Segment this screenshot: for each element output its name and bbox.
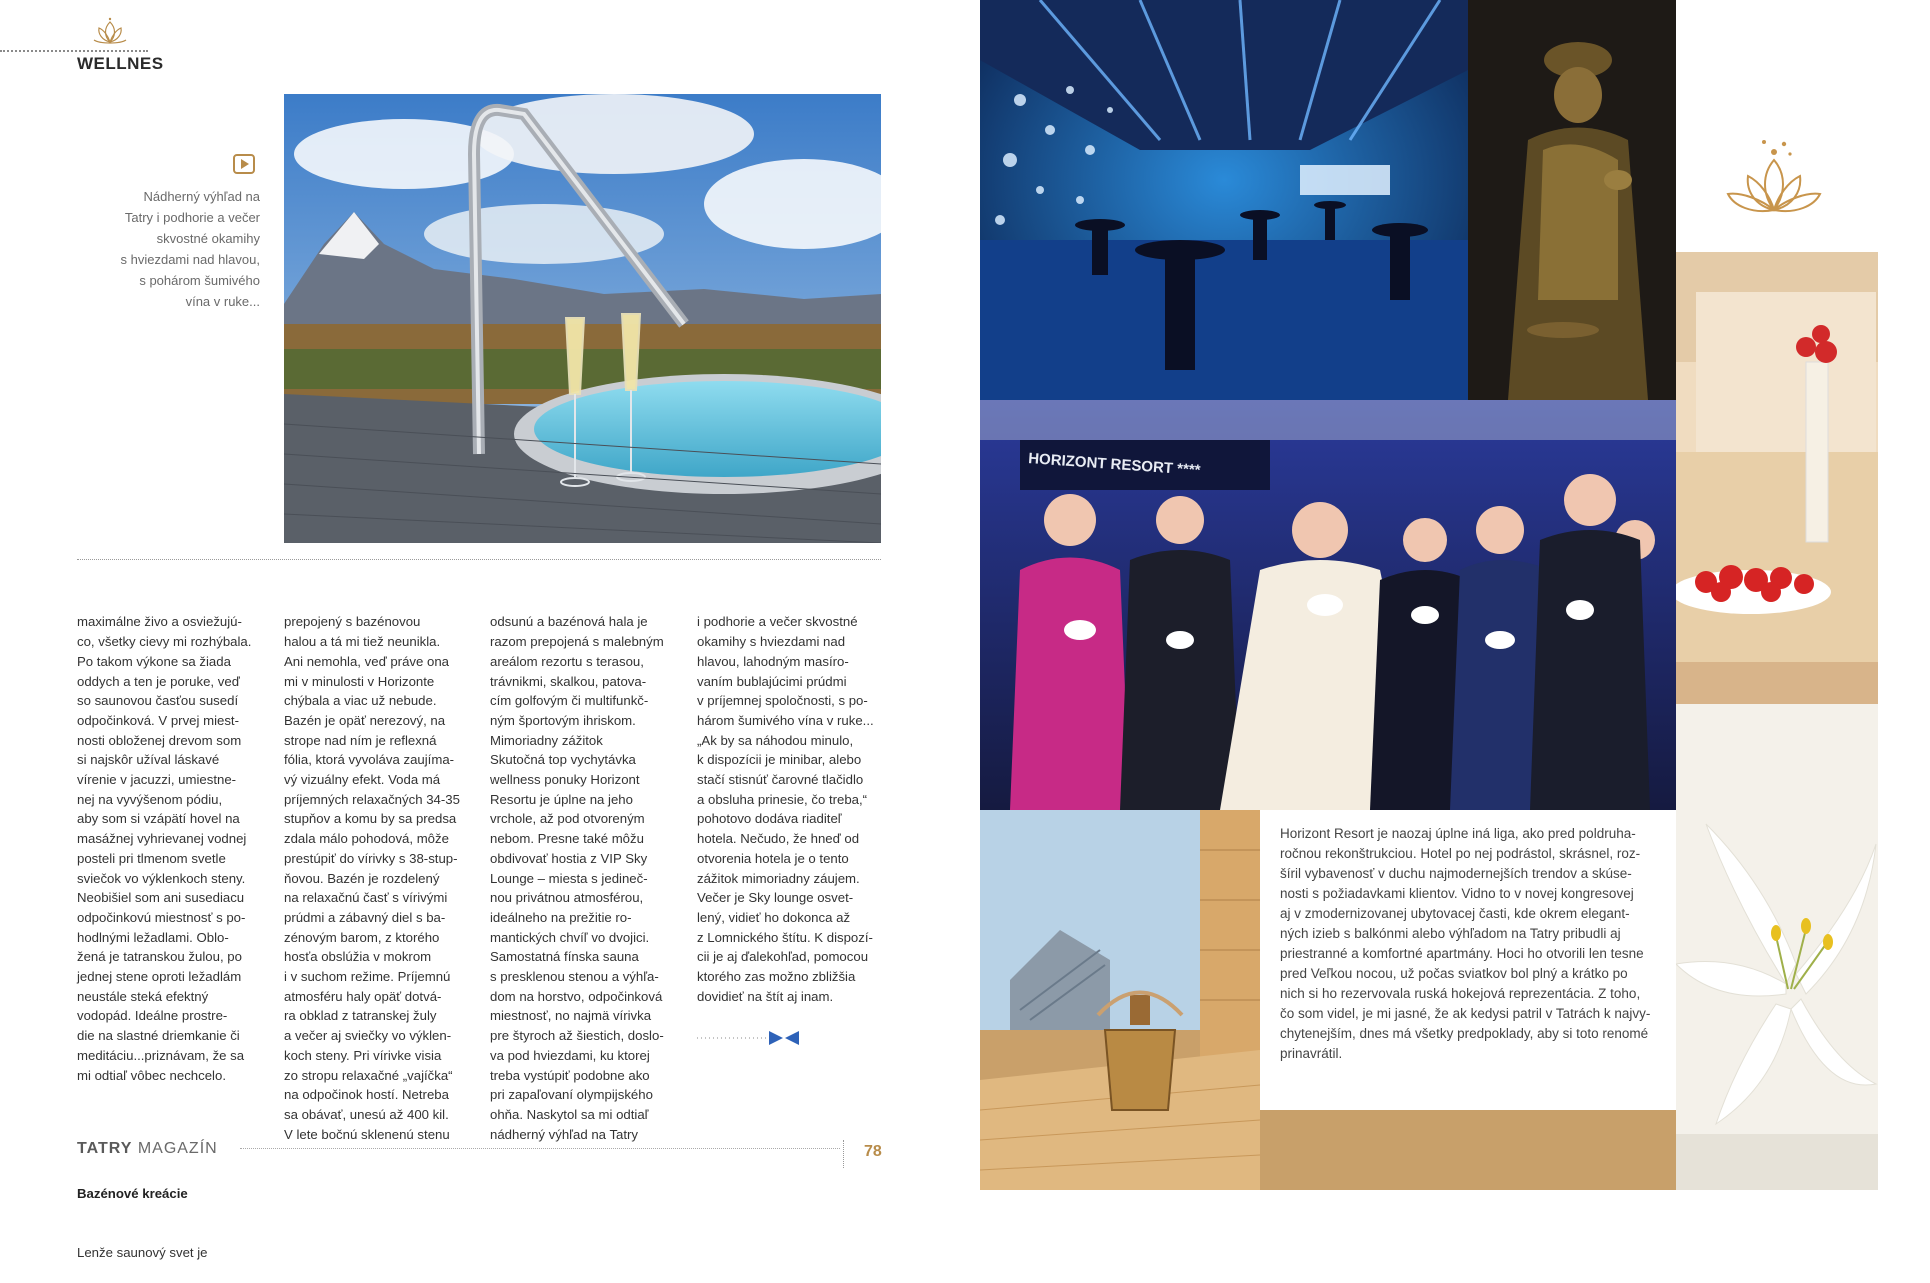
opening-ceremony-photo bbox=[980, 400, 1676, 810]
magazine-brand bbox=[77, 1140, 218, 1158]
gold-block bbox=[1260, 1110, 1676, 1190]
photo-sign-text: HORIZONT RESORT **** bbox=[1027, 450, 1202, 480]
section-header-rule bbox=[0, 50, 148, 52]
caption-line: Nádherný výhľad na bbox=[143, 189, 260, 204]
subheading-continuation: Lenže saunový svet je bbox=[77, 1245, 208, 1261]
resort-info-text bbox=[1280, 824, 1654, 1064]
footer-rule bbox=[240, 1148, 840, 1149]
lotus-icon bbox=[1718, 134, 1830, 224]
column-2-text: prepojený s bazénovou halou a tá mi tiež neunikla. Ani nemohla, veď práve ona mi v minulosti v Horizonte chýbala a viac už nebude. Bazén je opäť nerezový, na strope nad ním je reflexná fólia, ktorá vyvoláva zaujíma- vý vizuálny efekt. Voda má príjemných relaxačných 34-35 stupňov a komu by sa predsa zdala málo pohodová, môže prestúpiť do vírivky s 38-stup- ňovou. Bazén je rozdelený na relaxačnú časť s vírivými prúdmi a zábavný diel s ba- zénovým barom, z ktorého hosťa obslúžia v mokrom i v suchom režime. Príjemnú atmosféru haly opäť dotvá- ra obklad z tatranskej žuly a večer aj sviečky vo výklen- koch steny. Pri vírivke visia zo stropu relaxačné „vajíčka“ na odpočinok hostí. Netreba sa obávať, unesú až 400 kil. V lete bočnú sklenenú stenu bbox=[284, 614, 460, 1142]
lotus-logo-icon bbox=[90, 16, 130, 48]
caption-line: skvostné okamihy bbox=[156, 231, 260, 246]
text-column-1 bbox=[77, 573, 260, 1283]
page-number: 78 bbox=[864, 1143, 882, 1160]
brand-light: MAGAZÍN bbox=[137, 1140, 218, 1157]
text-column-2 bbox=[284, 573, 467, 1164]
caption-line: s pohárom šumivého bbox=[139, 273, 260, 288]
column-3-text: odsunú a bazénová hala je razom prepojená s malebným areálom rezortu s terasou, trávnikmi, skalkou, patova- cím golfovým či multifunkč- ným športovým ihriskom. Mimoriadny zážitok Skutočná top vychytávka wellness ponuky Horizont Resortu je úplne na jeho vrchole, až pod otvoreným nebom. Presne také môžu obdivovať hostia z VIP Sky Lounge – miesta s jedineč- nou privátnou atmosférou, ideálneho na prežitie ro- mantických chvíľ vo dvojici. Samostatná fínska sauna s presklenou stenou a výhľa- dom na horstvo, odpočinková miestnosť, no najmä vírivka pre štyroch až šiestich, doslo- va pod hviezdami, ku ktorej treba vystúpiť podobne ako pri zapaľovaní olympijského ohňa. Naskytol sa mi odtiaľ nádherný výhľad na Tatry bbox=[490, 614, 664, 1142]
lily-flower-photo bbox=[1676, 704, 1878, 1190]
caption-line: vína v ruke... bbox=[185, 294, 260, 309]
text-column-3 bbox=[490, 573, 673, 1164]
footer-separator bbox=[843, 1140, 844, 1168]
brand-bold: TATRY bbox=[77, 1140, 133, 1157]
column-4-text: i podhorie a večer skvostné okamihy s hviezdami nad hlavou, lahodným masíro- vaním bublajúcimi prúdmi v príjemnej spoločnosti, s po- három šumivého vína v ruke... „Ak by sa náhodou minulo, k dispozícii je minibar, alebo stačí stisnúť čarovné tlačidlo a obsluha prinesie, čo treba,“ pohotovo dodáva riaditeľ hotela. Nečudo, že hneď od otvorenia hotela je o tento zážitok mimoriadny záujem. Večer je Sky lounge osvet- lený, vidieť ho dokonca až z Lomnického štítu. K dispozí- cii je aj ďalekohľad, pomocou ktorého zas možno zbližšia dovidieť na štít aj inam. bbox=[697, 614, 874, 1004]
caption-line: s hviezdami nad hlavou, bbox=[120, 252, 260, 267]
bronze-painter-photo bbox=[1468, 0, 1676, 400]
column-1-text: maximálne živo a osviežujú- co, všetky cievy mi rozhýbala. Po takom výkone sa žiada oddych a ten je poruke, veď so saunovou časťou susedí odpočinková. V prvej miest- nosti obloženej drevom som si najskôr užíval láskavé vírenie v jacuzzi, umiestne- nej na vyvýšenom pódiu, aby som si vzápätí hovel na masážnej vyhrievanej vodnej posteli pri tlmenom svetle sviečok vo výklenkoch steny. Neobišiel som ani susediacu odpočinkovú miestnosť s po- hodlnými ležadlami. Oblo- žená je tatranskou žulou, po jednej stene oproti ležadlám neustále steká efektný vodopád. Ideálne prostre- die na slastné driemkanie či meditáciu...priznávam, že sa mi odtiaľ vôbec nechcelo. bbox=[77, 614, 252, 1083]
column-divider bbox=[77, 559, 881, 560]
photo-caption bbox=[92, 186, 260, 312]
event-hall-photo bbox=[980, 0, 1468, 400]
subheading: Bazénové kreácie bbox=[77, 1186, 188, 1202]
text-column-4 bbox=[697, 573, 880, 1026]
section-title: WELLNES bbox=[77, 54, 164, 73]
info-paragraph: Horizont Resort je naozaj úplne iná liga, ako pred poldruha- ročnou rekonštrukciou. Hotel po nej podrástol, skrásnel, roz- šíril vybavenosť v duchu najmodernejších trendov a skúse- nosti s požiadavkami klientov. Vidno to v novej kongresovej aj v zmodernizovanej ubytovacej časti, kde okrem elegant- ných izieb s balkónmi alebo výhľadom na Tatry pribudli aj priestranné a komfortné apartmány. Hoci ho otvorili len tesne pred Veľkou nocou, už počas sviatkov bol plný a krátko po nich si ho rezervovala ruská hokejová reprezentácia. Z toho, čo som videl, je mi jasné, že ak kedysi patril v Tatrách k najvy- chytenejším, dnes má všetky predpoklady, aby si toto renomé prinavrátil. bbox=[1280, 826, 1651, 1061]
play-icon[interactable] bbox=[233, 154, 255, 174]
caption-line: Tatry i podhorie a večer bbox=[124, 210, 260, 225]
strawberries-photo bbox=[1676, 252, 1878, 704]
rooftop-jacuzzi-photo bbox=[284, 94, 881, 543]
sauna-bucket-photo bbox=[980, 810, 1260, 1190]
bow-ornament-icon bbox=[697, 1030, 807, 1046]
